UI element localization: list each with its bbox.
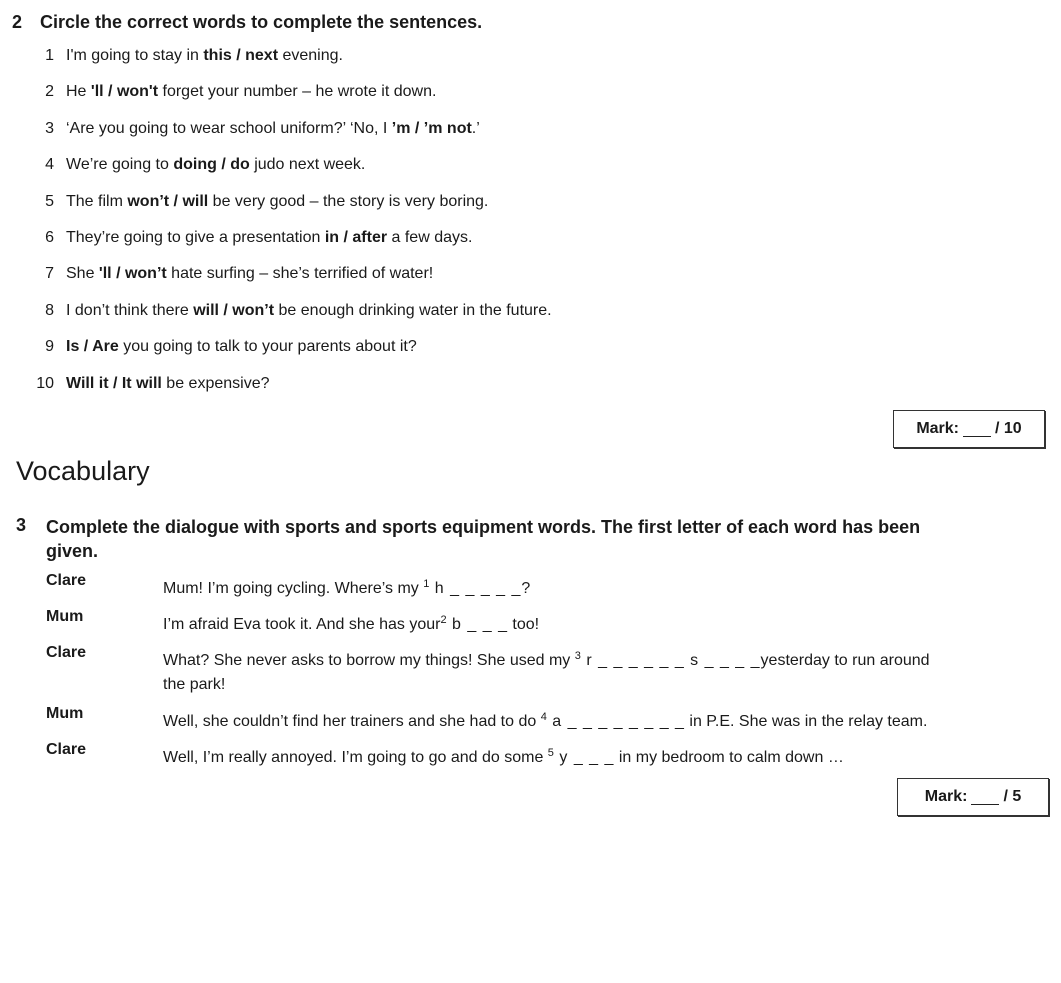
item-number: 10 [36, 374, 54, 392]
word-gap[interactable]: b _ _ _ [446, 616, 508, 633]
gap-number: 3 [574, 650, 581, 662]
dialogue-text: too! [507, 616, 540, 633]
dialogue-line [163, 572, 1033, 601]
dialogue-text: the park! [163, 676, 226, 693]
word-gap[interactable]: a _ _ _ _ _ _ _ _ [546, 713, 685, 730]
item-text [66, 302, 552, 320]
item-text [66, 193, 488, 211]
sentence-fragment: be very good – the story is very boring. [208, 192, 489, 210]
dialogue-line [163, 741, 1033, 770]
gap-number: 2 [440, 614, 447, 626]
mark-total: / 10 [995, 420, 1022, 437]
sentence-fragment: you going to talk to your parents about it? [118, 338, 417, 356]
item-text [66, 229, 472, 247]
exercise-3-instruction-line1: Complete the dialogue with sports and sports equipment words. The first letter of each word has been [46, 517, 921, 537]
sentence-fragment: evening. [278, 47, 343, 64]
item-number: 6 [45, 229, 54, 246]
item-number: 7 [45, 265, 54, 283]
choice-options[interactable]: will / won’t [193, 301, 275, 319]
choice-options[interactable]: Will it / It will [66, 374, 162, 392]
word-gap[interactable]: h _ _ _ _ _ [429, 580, 522, 597]
dialogue-text: I’m afraid Eva took it. And she has your [163, 616, 441, 633]
sentence-fragment: forget your number – he wrote it down. [158, 83, 437, 101]
item-number: 1 [45, 47, 54, 64]
item-text [66, 375, 270, 393]
dialogue-line [163, 608, 1033, 637]
item-text [66, 156, 365, 174]
item-number: 8 [45, 301, 54, 319]
exercise-3-mark-box [897, 778, 1049, 816]
sentence-fragment: I'm going to stay in [66, 47, 204, 64]
mark-label: Mark: [916, 420, 959, 437]
exercise-2-instruction: Circle the correct words to complete the sentences. [40, 12, 483, 32]
sentence-fragment: He [66, 83, 91, 101]
gap-number: 1 [423, 578, 430, 590]
item-number: 9 [45, 338, 54, 356]
dialogue-line [163, 705, 1033, 734]
mark-label: Mark: [924, 788, 968, 805]
gap-number: 4 [540, 711, 547, 723]
dialogue-speaker: Mum [46, 608, 84, 625]
sentence-fragment: a few days. [387, 229, 473, 246]
dialogue-text: Well, she couldn’t find her trainers and she had to do [163, 713, 541, 730]
choice-options[interactable]: 'll / won't [90, 83, 159, 101]
gap-number: 5 [547, 747, 554, 759]
section-title-vocabulary: Vocabulary [16, 456, 150, 486]
dialogue-speaker: Mum [46, 705, 84, 722]
dialogue-speaker: Clare [46, 644, 87, 661]
sentence-fragment: I don’t think there [66, 301, 194, 319]
dialogue-speaker: Clare [46, 741, 87, 758]
mark-total: / 5 [1003, 788, 1022, 805]
choice-options[interactable]: 'll / won’t [98, 265, 167, 283]
sentence-fragment: judo next week. [249, 156, 366, 174]
dialogue-text: in P.E. She was in the relay team. [684, 713, 928, 730]
sentence-fragment: .’ [471, 119, 480, 137]
item-text [66, 47, 343, 65]
dialogue-speaker: Clare [46, 572, 87, 589]
word-gap[interactable]: s _ _ _ _ [684, 652, 761, 669]
choice-options[interactable]: Is / Are [66, 338, 119, 356]
exercise-2-number: 2 [12, 12, 23, 32]
sentence-fragment: We’re going to [66, 156, 174, 174]
choice-options[interactable]: doing / do [173, 156, 250, 174]
item-text [66, 338, 417, 356]
sentence-fragment: They’re going to give a presentation [66, 229, 325, 246]
word-gap[interactable]: y _ _ _ [553, 749, 615, 766]
dialogue-text: Mum! I’m going cycling. Where’s my [163, 580, 424, 597]
choice-options[interactable]: ’m / ’m not [391, 119, 472, 137]
mark-blank[interactable] [963, 422, 991, 437]
item-number: 2 [45, 83, 54, 101]
choice-options[interactable]: in / after [324, 229, 388, 246]
sentence-fragment: be enough drinking water in the future. [274, 301, 552, 319]
item-text [66, 83, 436, 101]
sentence-fragment: ‘Are you going to wear school uniform?’ ‘No, I [66, 119, 392, 137]
dialogue-text: Well, I’m really annoyed. I’m going to go and do some [163, 749, 548, 766]
choice-options[interactable]: this / next [203, 47, 279, 64]
exercise-3-instruction [46, 515, 920, 563]
item-text [66, 120, 480, 138]
dialogue-text: yesterday to run around [760, 652, 930, 669]
dialogue-text: in my bedroom to calm down … [614, 749, 844, 766]
item-number: 3 [45, 119, 54, 137]
item-text [66, 265, 433, 283]
dialogue-text: ? [521, 580, 531, 597]
mark-blank[interactable] [971, 790, 999, 805]
exercise-3-instruction-line2: given. [46, 541, 99, 561]
dialogue-text: What? She never asks to borrow my things! She used my [163, 652, 575, 669]
sentence-fragment: be expensive? [161, 374, 270, 392]
word-gap[interactable]: r _ _ _ _ _ _ [580, 652, 685, 669]
sentence-fragment: hate surfing – she’s terrified of water! [166, 265, 434, 283]
item-number: 4 [45, 156, 54, 174]
exercise-2-mark-box [893, 410, 1045, 448]
choice-options[interactable]: won’t / will [127, 192, 209, 210]
item-number: 5 [45, 192, 54, 210]
sentence-fragment: The film [66, 192, 128, 210]
sentence-fragment: She [66, 265, 99, 283]
exercise-3-number: 3 [16, 515, 27, 535]
dialogue-line [163, 644, 1033, 697]
